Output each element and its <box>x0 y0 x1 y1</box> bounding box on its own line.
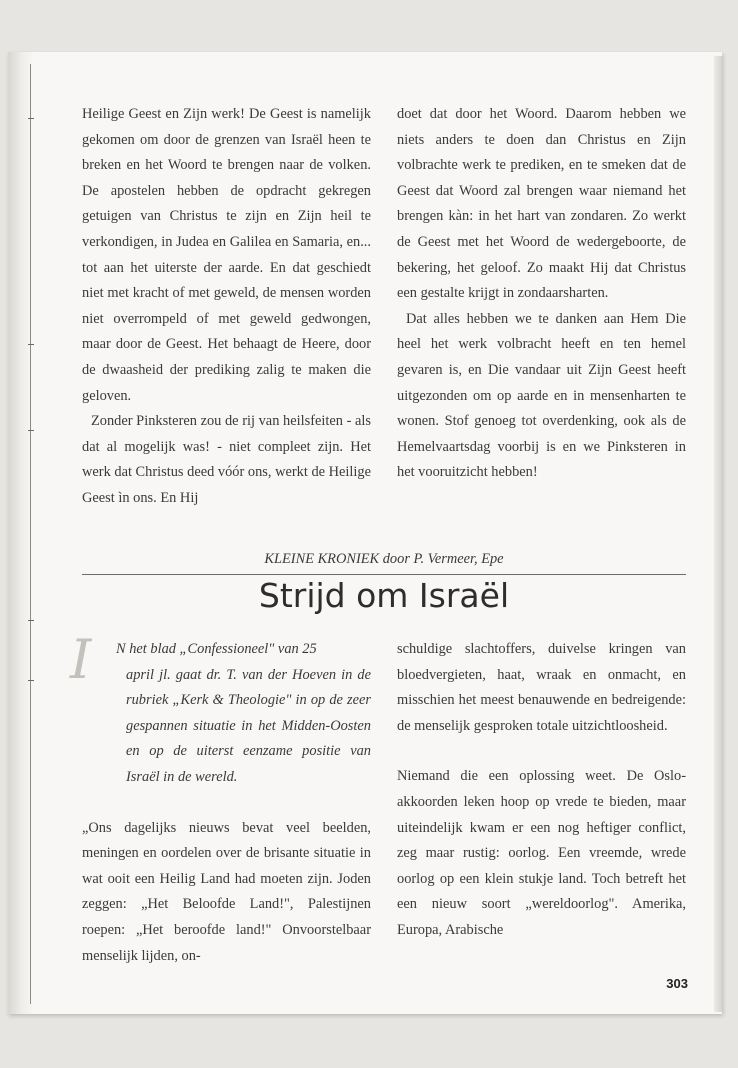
paragraph: doet dat door het Woord. Daarom hebben we niets anders te doen dan Christus en Zijn volbrachte werk te prediken, en te smeken dat de Geest dat Woord zal brengen waar niemand het brengen kàn: in het hart van zondaren. Zo werkt de Geest met het Woord de wedergeboorte, de bekering, het geloof. Zo maakt Hij dat Christus een gestalte krijgt in zondaarsharten. <box>397 106 686 302</box>
drop-cap: I <box>70 628 92 691</box>
kicker-text: KLEINE KRONIEK door P. Vermeer, Epe <box>264 551 504 567</box>
binding-tick <box>28 118 34 119</box>
page-number: 303 <box>666 976 688 991</box>
page-edge <box>714 56 722 1012</box>
paragraph: Heilige Geest en Zijn werk! De Geest is namelijk gekomen om door de grenzen van Israël heen te breken en het Woord te brengen naar de volken. De apostelen hebben de opdracht gekregen getuigen van Christus te zijn en Zijn heil te verkondigen, in Judea en Galilea en Samaria, en... tot aan het uiterste der aarde. En dat geschiedt niet met kracht of met geweld, de mensen worden niet overrompeld of met geweld gedwongen, maar door de Geest. Het behaagt de Heere, door de dwaasheid der prediking zalig te maken die geloven. <box>82 106 371 404</box>
paragraph: „Ons dagelijks nieuws bevat veel beelden, meningen en oordelen over de brisante situatie in wat ooit een Heilig Land had moeten zijn. Joden zeggen: „Het Beloofde Land!", Palestijnen roepen: „Het beroofde land!" Onvoorstelbaar menselijk lijden, on- <box>82 819 371 964</box>
paragraph: Niemand die een oplossing weet. De Oslo-akkoorden leken hoop op vrede te bieden, maar uiteindelijk kwam er een nog heftiger conflict, zeg maar rustig: oorlog. Een vreemde, wrede oorlog op een klein stukje land. Toch betreft het een nieuw soort „wereldoorlog". Amerika, Europa, Arabische <box>397 768 686 938</box>
binding-tick <box>28 344 34 345</box>
paragraph: Zonder Pinksteren zou de rij van heilsfeiten - als dat al mogelijk was! - niet compleet zijn. Het werk dat Christus deed vóór ons, werkt de Heilige Geest ìn ons. En Hij <box>82 413 371 506</box>
paragraph: schuldige slachtoffers, duivelse kringen van bloedvergieten, haat, wraak en onmacht, en misschien het meest benauwende en bedreigende: de menselijk gesproken totale uitzichtloosheid. <box>397 641 686 734</box>
intro-paragraph <box>70 628 371 791</box>
intro-first-line: N het blad „Confessioneel" van 25 <box>116 641 317 657</box>
intro-text: april jl. gaat dr. T. van der Hoeven in de rubriek „Kerk & Theologie" in op de zeer gespannen situatie in het Midden-Oosten en op de uiterst eenzame positie van Israël in de wereld. <box>126 666 371 785</box>
article-top-right-column <box>397 102 686 486</box>
article-bottom-left-column <box>70 628 371 969</box>
paragraph: Dat alles hebben we te danken aan Hem Die heel het werk volbracht heeft en ten hemel gevaren is, en Die vandaar uit Zijn Geest heeft uitgezonden om op aarde en in mensenharten te wonen. Stof genoeg tot overdenking, ook als de Hemelvaartsdag voorbij is en we Pinksteren in het vooruitzicht hebben! <box>397 310 686 481</box>
article-bottom-right-column <box>397 637 686 944</box>
article-title: Strijd om Israël <box>258 576 510 615</box>
binding-tick <box>28 430 34 431</box>
section-kicker <box>82 551 686 571</box>
binding-tick <box>28 680 34 681</box>
binding-line <box>30 64 31 1004</box>
article-top-left-column <box>82 102 371 512</box>
binding-tick <box>28 620 34 621</box>
